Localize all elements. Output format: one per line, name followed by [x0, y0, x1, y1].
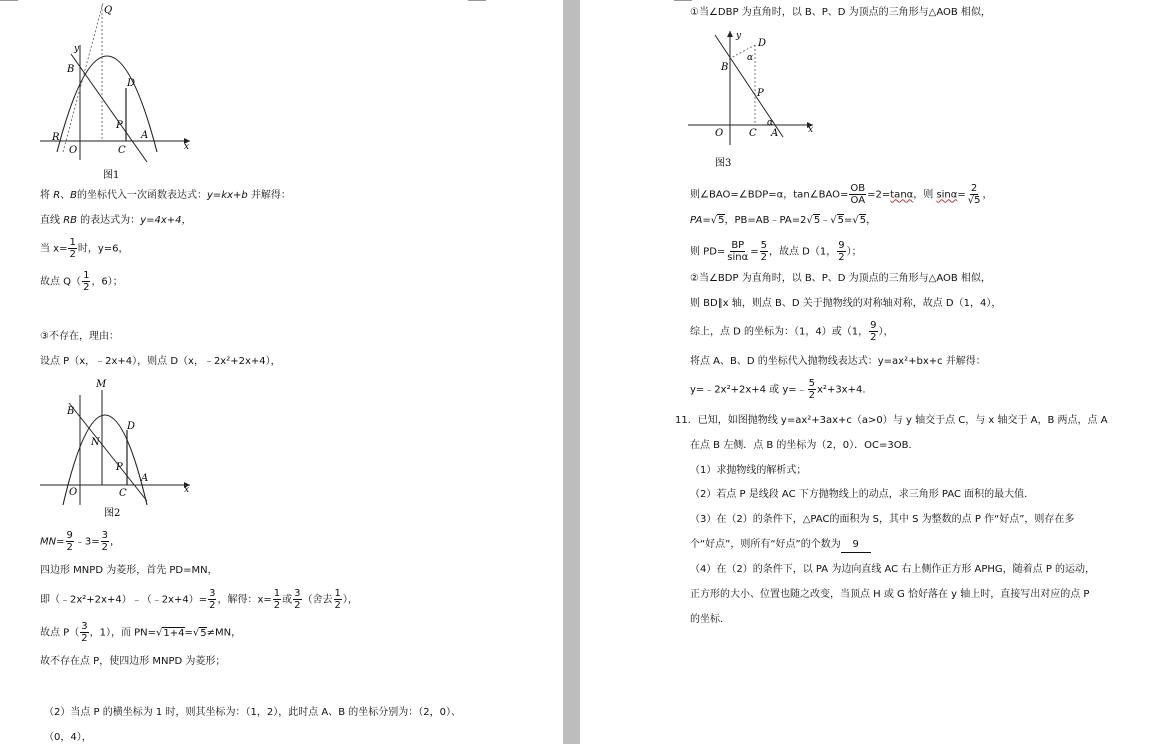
text-line: 综上，点 D 的坐标为：（1，4）或（1， $\frac{9}{2}$ ）， — [690, 320, 894, 343]
label-O: O — [69, 145, 78, 156]
left-page — [0, 0, 563, 744]
text-line: 直线 RB 的表达式为：y=4x+4， — [40, 215, 192, 226]
page-corner-mark — [0, 0, 18, 1]
label-B: B — [721, 62, 729, 73]
text-line: 将点 A、B、D 的坐标代入抛物线表达式：y=ax²+bx+c 并解得： — [690, 356, 986, 367]
label-P: P — [757, 88, 764, 99]
text-line: 的坐标． — [690, 614, 730, 625]
text-line: 设点 P（x，﹣2x+4），则点 D（x，﹣2x²+2x+4）， — [40, 356, 281, 367]
text-line: MN= $\frac{9}{2}$ ﹣3= $\frac{3}{2}$ ， — [40, 530, 120, 553]
label-x: x — [184, 142, 190, 152]
label-B: B — [67, 64, 75, 75]
label-D: D — [127, 78, 136, 89]
label-A: A — [141, 130, 149, 141]
text-line: ①当∠DBP 为直角时，以 B、P、D 为顶点的三角形与△AOB 相似， — [690, 7, 991, 18]
text-line: 在点 B 左侧．点 B 的坐标为（2，0）．OC=3OB． — [690, 440, 919, 451]
label-alpha-1: α — [747, 53, 754, 63]
label-M: M — [96, 379, 107, 390]
text-line: 正方形的大小、位置也随之改变，当顶点 H 或 G 恰好落在 y 轴上时，直接写出对应的点 P — [690, 589, 1090, 600]
text-line: 故点 Q（ $\frac{1}{2}$ ，6）； — [40, 270, 123, 293]
figure-1 — [35, 0, 200, 182]
label-x: x — [808, 125, 814, 135]
text-line: 当 x= $\frac{1}{2}$ 时，y=6， — [40, 237, 129, 260]
label-O: O — [715, 128, 724, 139]
text-line: y=﹣2x²+2x+4 或 y=﹣ $\frac{5}{2}$ x²+3x+4. — [690, 378, 866, 401]
label-C: C — [119, 488, 127, 499]
label-alpha-2: α — [767, 118, 774, 128]
right-page — [580, 0, 1159, 744]
label-P: P — [116, 462, 123, 473]
text-line: 则 BD∥x 轴，则点 B、D 关于抛物线的对称轴对称，故点 D（1，4）， — [690, 298, 1002, 309]
text-line: 故不存在点 P，使四边形 MNPD 为菱形； — [40, 656, 226, 667]
figure-caption: 图1 — [103, 170, 120, 181]
text-line: （3）在（2）的条件下，△PAC的面积为 S，其中 S 为整数的点 P 作“好点”，则存在多 — [690, 514, 1075, 525]
label-y: y — [74, 44, 80, 54]
text-line: （0，4）， — [44, 732, 92, 743]
page-corner-mark — [468, 0, 486, 1]
label-N: N — [91, 437, 100, 448]
text-line: （4）在（2）的条件下，以 PA 为边向直线 AC 右上侧作正方形 APHG，随着点 P 的运动， — [690, 564, 1096, 575]
label-C: C — [749, 128, 757, 139]
figure-caption: 图2 — [104, 508, 121, 519]
label-A: A — [141, 473, 149, 484]
label-Q: Q — [104, 5, 113, 16]
label-x: x — [184, 485, 190, 495]
text-line: 将 R、B的坐标代入一次函数表达式：y=kx+b 并解得： — [40, 190, 291, 201]
label-O: O — [69, 487, 78, 498]
page-corner-mark — [674, 0, 692, 1]
label-R: R — [52, 132, 60, 143]
page-gutter — [563, 0, 580, 744]
text-line: （2）若点 P 是线段 AC 下方抛物线上的动点，求三角形 PAC 面积的最大值． — [690, 489, 1035, 500]
figure-3 — [685, 25, 820, 170]
problem-11-stem: 11．已知，如图抛物线 y=ax²+3ax+c（a>0）与 y 轴交于点 C，与 x 轴交于 A，B 两点，点 A — [675, 415, 1108, 426]
text-line: （2）当点 P 的横坐标为 1 时，则其坐标为：（1，2），此时点 A、B 的坐标分别为：（2，0）、 — [44, 707, 461, 718]
figure-caption: 图3 — [715, 158, 732, 169]
label-P: P — [116, 120, 123, 131]
text-line: 即（﹣2x²+2x+4）﹣（﹣2x+4）= $\frac{3}{2}$ ，解得：x= $\frac{1}{2}$ 或 $\frac{3}{2}$ （舍去 $\frac{1}{2}$ ）， — [40, 588, 358, 611]
label-D: D — [127, 421, 136, 432]
text-line: 则 PD= $\frac{BP}{\sin\alpha}$ = $\frac{5}{2}$ ，故点 D（1， $\frac{9}{2}$ ）； — [690, 240, 862, 263]
text-line: 个“好点”，则所有“好点”的个数为 9 — [690, 538, 871, 553]
label-A: A — [771, 128, 779, 139]
label-y: y — [736, 31, 742, 41]
text-line: ③不存在，理由： — [40, 331, 119, 342]
text-line: 四边形 MNPD 为菱形，首先 PD=MN， — [40, 565, 218, 576]
text-line: （1）求抛物线的解析式； — [690, 465, 807, 476]
answer-blank: 9 — [841, 538, 871, 553]
label-C: C — [118, 145, 126, 156]
text-line: ②当∠BDP 为直角时，以 B、P、D 为顶点的三角形与△AOB 相似， — [690, 273, 991, 284]
text-line: 故点 P（ $\frac{3}{2}$ ，1），而 PN=√1+4=√5≠MN， — [40, 621, 242, 644]
figure-2 — [35, 375, 200, 520]
text-line: PA=√5，PB=AB﹣PA=2√5﹣√5=√5， — [690, 215, 877, 226]
label-D: D — [758, 38, 767, 49]
label-B: B — [67, 406, 75, 417]
text-line: 则∠BAO=∠BDP=α，tan∠BAO= $\frac{OB}{OA}$ =2=tanα，则 sinα= $\frac{2}{√5}$ ， — [690, 183, 993, 206]
